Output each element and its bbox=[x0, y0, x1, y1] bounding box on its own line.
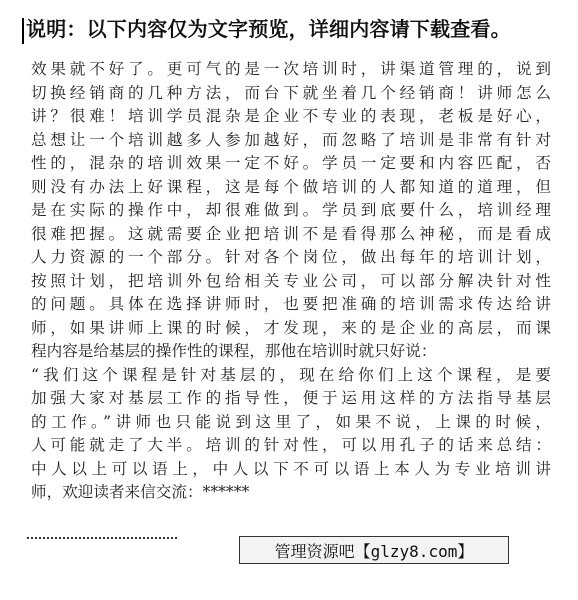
text-line: 程内容是给基层的操作性的课程，那他在培训时就只好说： bbox=[31, 342, 437, 360]
text-line: 师，欢迎读者来信交流：****** bbox=[31, 483, 250, 501]
text-line: 很难把握。这就需要企业把培训不是看得那么神秘，而是看成 bbox=[31, 224, 551, 243]
text-line: 效果就不好了。更可气的是一次培训时，讲渠道管理的，说到 bbox=[31, 60, 551, 78]
text-line: 是在实际的操作中，却很难做到。学员到底要什么，培训经理 bbox=[31, 201, 551, 219]
text-line: “我们这个课程是针对基层的，现在给你们上这个课程，是要 bbox=[31, 365, 551, 384]
text-line: 人可能就走了大半。培训的针对性，可以用孔子的话来总结： bbox=[31, 436, 551, 454]
document-body bbox=[31, 58, 551, 505]
site-link-button[interactable]: 管理资源吧【glzy8.com】 bbox=[239, 536, 509, 564]
text-line: 的工作。”讲师也只能说到这里了，如果不说，上课的时候， bbox=[31, 412, 551, 431]
text-line: 加强大家对基层工作的指导性，便于运用这样的方法指导基层 bbox=[31, 389, 551, 407]
text-line: 师，如果讲师上课的时候，才发现，来的是企业的高层，而课 bbox=[31, 318, 551, 337]
text-line: 按照计划，把培训外包给相关专业公司，可以部分解决针对性 bbox=[31, 271, 551, 290]
preview-notice: 说明：以下内容仅为文字预览，详细内容请下载查看。 bbox=[26, 17, 511, 41]
text-line: 则没有办法上好课程，这是每个做培训的人都知道的道理，但 bbox=[31, 177, 551, 196]
text-line: 总想让一个培训越多人参加越好，而忽略了培训是非常有针对 bbox=[31, 130, 551, 149]
text-cursor bbox=[22, 18, 24, 44]
text-line: 人力资源的一个部分。针对各个岗位，做出每年的培训计划， bbox=[31, 248, 551, 266]
dotted-divider bbox=[27, 537, 177, 539]
text-line: 切换经销商的几种方法，而台下就坐着几个经销商！讲师怎么 bbox=[31, 83, 551, 102]
text-line: 性的，混杂的培训效果一定不好。学员一定要和内容匹配，否 bbox=[31, 154, 551, 172]
text-line: 的问题。具体在选择讲师时，也要把准确的培训需求传达给讲 bbox=[31, 295, 551, 313]
text-line: 讲？很难！培训学员混杂是企业不专业的表现，老板是好心， bbox=[31, 107, 551, 125]
text-line: 中人以上可以语上，中人以下不可以语上本人为专业培训讲 bbox=[31, 459, 551, 478]
